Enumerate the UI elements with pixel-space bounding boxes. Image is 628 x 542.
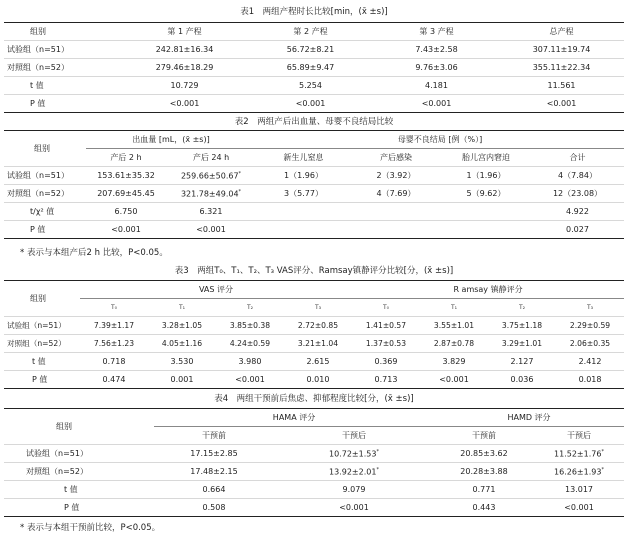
table-row (4, 59, 624, 77)
table-cell: 9.079 (274, 481, 434, 499)
table2-header-group: 组别 (4, 131, 86, 167)
table3-subheader: T₀ (80, 299, 148, 317)
table3-subheader-row (4, 299, 624, 317)
table-cell: 259.66±50.67* (166, 167, 256, 185)
table2-caption: 表2 两组产后出血量、母婴不良结局比较 (234, 117, 394, 127)
table2-subheader: 产后感染 (351, 149, 441, 167)
table-cell: 0.718 (80, 353, 148, 371)
table4 (4, 408, 624, 517)
table-cell: 2（3.92） (351, 167, 441, 185)
table2-header-outcome: 母婴不良结局 [例（%）] (256, 131, 624, 149)
table-cell: 0.664 (154, 481, 274, 499)
table4-header-hamd: HAMD 评分 (434, 409, 624, 427)
table4-footnote: * 表示与本组干预前比较，P<0.05。 (20, 523, 161, 533)
table-cell: 5.254 (247, 77, 374, 95)
table-cell: 3.55±1.01 (420, 317, 488, 335)
row-label: 对照组（n=52） (4, 59, 122, 77)
table-cell: 1（1.96） (441, 167, 531, 185)
table1 (4, 22, 624, 113)
table-cell: <0.001 (374, 95, 499, 113)
table-cell: 10.72±1.53* (274, 445, 434, 463)
table-cell: 7.43±2.58 (374, 41, 499, 59)
table-cell: <0.001 (166, 221, 256, 239)
table-cell: <0.001 (420, 371, 488, 389)
table-cell: 3.980 (216, 353, 284, 371)
table-cell: 6.321 (166, 203, 256, 221)
table-cell: 1.37±0.53 (352, 335, 420, 353)
table-cell: <0.001 (247, 95, 374, 113)
table-cell: 12（23.08） (531, 185, 624, 203)
table-cell: 0.771 (434, 481, 534, 499)
table1-header-stage2: 第 2 产程 (247, 23, 374, 41)
table-cell: 2.127 (488, 353, 556, 371)
table2-subheader: 胎儿宫内窘迫 (441, 149, 531, 167)
table-cell: 153.61±35.32 (86, 167, 166, 185)
table-cell: 20.85±3.62 (434, 445, 534, 463)
table-row (4, 499, 624, 517)
table-cell: 2.29±0.59 (556, 317, 624, 335)
table-cell: 0.508 (154, 499, 274, 517)
table-cell (441, 221, 531, 239)
table-cell: 16.26±1.93* (534, 463, 624, 481)
table-cell: 9.76±3.06 (374, 59, 499, 77)
table3 (4, 280, 624, 389)
table-cell: 7.56±1.23 (80, 335, 148, 353)
table4-header-row (4, 409, 624, 427)
table-cell: 0.443 (434, 499, 534, 517)
table2-subheader-row (4, 149, 624, 167)
table-row (4, 371, 624, 389)
row-label: 试验组（n=51） (4, 317, 80, 335)
table-cell: <0.001 (86, 221, 166, 239)
table-cell: 4.181 (374, 77, 499, 95)
table-cell: 6.750 (86, 203, 166, 221)
table-cell: 2.412 (556, 353, 624, 371)
table3-subheader: T₃ (284, 299, 352, 317)
table-cell: 3.28±1.05 (148, 317, 216, 335)
table2-subheader: 产后 24 h (166, 149, 256, 167)
table4-subheader: 干预后 (534, 427, 624, 445)
table-cell: 0.369 (352, 353, 420, 371)
table3-subheader: T₀ (352, 299, 420, 317)
table3-header-vas: VAS 评分 (80, 281, 352, 299)
table-cell: 0.027 (531, 221, 624, 239)
table-row (4, 77, 624, 95)
table-cell: 11.561 (499, 77, 624, 95)
table4-header-group: 组别 (4, 409, 154, 445)
table-cell: <0.001 (499, 95, 624, 113)
table2-subheader: 新生儿窒息 (256, 149, 351, 167)
table-cell (256, 221, 351, 239)
table-cell: 0.018 (556, 371, 624, 389)
table-cell: 307.11±19.74 (499, 41, 624, 59)
table-cell: 13.92±2.01* (274, 463, 434, 481)
table-row (4, 481, 624, 499)
table-row (4, 167, 624, 185)
row-label: P 值 (4, 371, 80, 389)
row-label: P 值 (4, 221, 86, 239)
table2-header-row (4, 131, 624, 149)
table-cell: 5（9.62） (441, 185, 531, 203)
row-label: P 值 (4, 499, 154, 517)
table-cell: 207.69±45.45 (86, 185, 166, 203)
table4-header-hama: HAMA 评分 (154, 409, 434, 427)
table-row (4, 445, 624, 463)
row-label: t 值 (4, 481, 154, 499)
table3-header-group: 组别 (4, 281, 80, 317)
table-cell: 56.72±8.21 (247, 41, 374, 59)
table3-subheader: T₃ (556, 299, 624, 317)
table-row (4, 221, 624, 239)
table-cell: 10.729 (122, 77, 247, 95)
table1-header-stage3: 第 3 产程 (374, 23, 499, 41)
row-label: 试验组（n=51） (4, 167, 86, 185)
table1-caption: 表1 两组产程时长比较[min，(x̄ ±s)] (240, 7, 388, 17)
table-cell: 1.41±0.57 (352, 317, 420, 335)
table-cell: 7.39±1.17 (80, 317, 148, 335)
table1-header-row (4, 23, 624, 41)
table2-footnote: * 表示与本组产后2 h 比较，P<0.05。 (20, 248, 168, 258)
table-cell: 17.48±2.15 (154, 463, 274, 481)
table-row (4, 317, 624, 335)
table-cell: 279.46±18.29 (122, 59, 247, 77)
table-cell: 2.87±0.78 (420, 335, 488, 353)
table2-header-blood: 出血量 [mL，(x̄ ±s)] (86, 131, 256, 149)
table4-subheader: 干预前 (154, 427, 274, 445)
table3-header-row (4, 281, 624, 299)
table3-subheader: T₁ (420, 299, 488, 317)
table-row (4, 95, 624, 113)
row-label: P 值 (4, 95, 122, 113)
table-cell: 321.78±49.04* (166, 185, 256, 203)
table-row (4, 203, 624, 221)
table-cell: 4（7.69） (351, 185, 441, 203)
table-cell: <0.001 (216, 371, 284, 389)
table-cell: 0.036 (488, 371, 556, 389)
table-cell (441, 203, 531, 221)
table-cell: 0.713 (352, 371, 420, 389)
table2-subheader: 产后 2 h (86, 149, 166, 167)
row-label: 对照组（n=52） (4, 185, 86, 203)
row-label: t/χ² 值 (4, 203, 86, 221)
table-cell: <0.001 (534, 499, 624, 517)
table-row (4, 41, 624, 59)
table-cell: <0.001 (274, 499, 434, 517)
table3-subheader: T₂ (216, 299, 284, 317)
table-cell: 4.922 (531, 203, 624, 221)
table-cell: 17.15±2.85 (154, 445, 274, 463)
table-cell: 13.017 (534, 481, 624, 499)
table-cell: 242.81±16.34 (122, 41, 247, 59)
table-cell: 1（1.96） (256, 167, 351, 185)
table-cell: 2.06±0.35 (556, 335, 624, 353)
table4-subheader: 干预后 (274, 427, 434, 445)
table-cell: 4.24±0.59 (216, 335, 284, 353)
table-cell: 4（7.84） (531, 167, 624, 185)
row-label: t 值 (4, 353, 80, 371)
table-cell: 355.11±22.34 (499, 59, 624, 77)
table-cell: 0.001 (148, 371, 216, 389)
table4-subheader: 干预前 (434, 427, 534, 445)
row-label: t 值 (4, 77, 122, 95)
table-cell: 2.72±0.85 (284, 317, 352, 335)
table-cell: 3.85±0.38 (216, 317, 284, 335)
row-label: 试验组（n=51） (4, 445, 154, 463)
table2 (4, 130, 624, 239)
table-cell: 3.21±1.04 (284, 335, 352, 353)
table-row (4, 335, 624, 353)
table-cell: 0.474 (80, 371, 148, 389)
table-row (4, 463, 624, 481)
table1-header-stage1: 第 1 产程 (122, 23, 247, 41)
table3-subheader: T₁ (148, 299, 216, 317)
table-cell: 65.89±9.47 (247, 59, 374, 77)
row-label: 试验组（n=51） (4, 41, 122, 59)
table2-subheader: 合计 (531, 149, 624, 167)
table-cell: 20.28±3.88 (434, 463, 534, 481)
table-row (4, 353, 624, 371)
table3-caption: 表3 两组T₀、T₁、T₂、T₃ VAS评分、Ramsay镇静评分比较[分，(x̄ ±s)] (174, 266, 454, 276)
table-cell: 3.75±1.18 (488, 317, 556, 335)
table-cell (256, 203, 351, 221)
row-label: 对照组（n=52） (4, 463, 154, 481)
table4-caption: 表4 两组干预前后焦虑、抑郁程度比较[分，(x̄ ±s)] (214, 394, 414, 404)
table1-header-total: 总产程 (499, 23, 624, 41)
table3-header-ramsay: R amsay 镇静评分 (352, 281, 624, 299)
table-cell: 4.05±1.16 (148, 335, 216, 353)
table-cell: 11.52±1.76* (534, 445, 624, 463)
table-cell (351, 203, 441, 221)
table1-header-group: 组别 (4, 23, 122, 41)
table-cell: 3.530 (148, 353, 216, 371)
table3-subheader: T₂ (488, 299, 556, 317)
table-cell: 3.829 (420, 353, 488, 371)
row-label: 对照组（n=52） (4, 335, 80, 353)
table-cell: <0.001 (122, 95, 247, 113)
table-row (4, 185, 624, 203)
table-cell: 3（5.77） (256, 185, 351, 203)
table-cell (351, 221, 441, 239)
table-cell: 3.29±1.01 (488, 335, 556, 353)
table-cell: 2.615 (284, 353, 352, 371)
table-cell: 0.010 (284, 371, 352, 389)
